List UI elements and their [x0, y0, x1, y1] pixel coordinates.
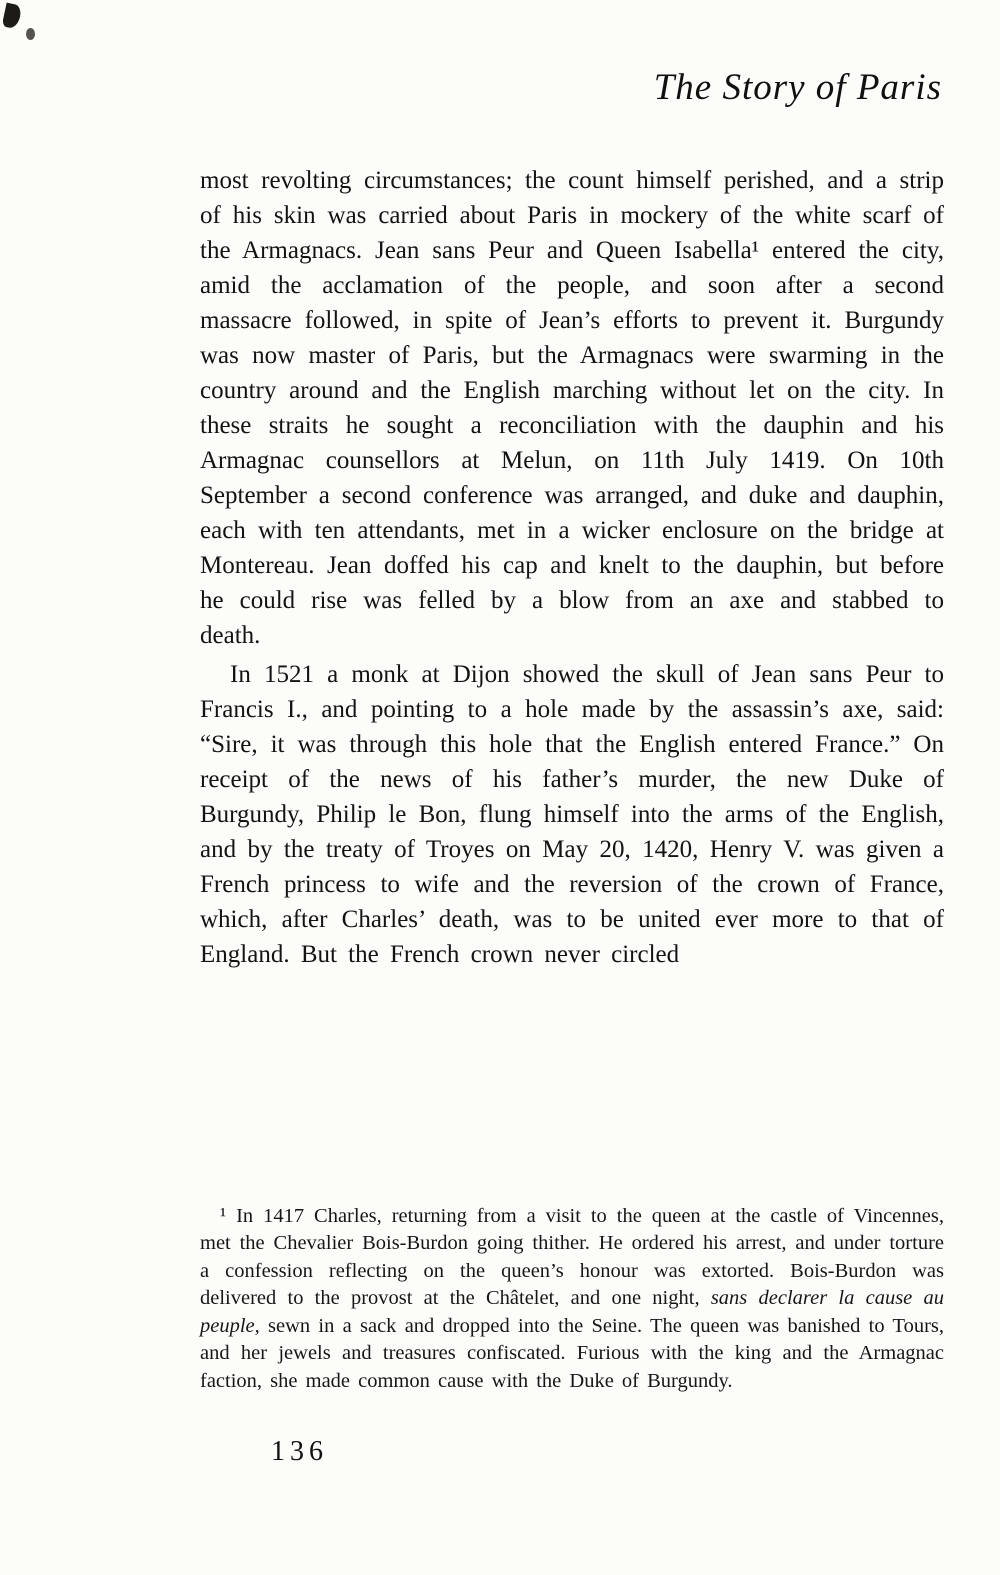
page-number: 136 [271, 1436, 328, 1467]
footnote [200, 1203, 944, 1396]
body-text [200, 163, 944, 972]
footnote-text: sewn in a sack and dropped into the Seine. The queen was banished to Tours, and her jewels and treasures confiscated. Furious with the king and the Armagnac faction, she made common cause with the Duke of Burgundy. [200, 1314, 944, 1392]
running-head-title: The Story of Paris [653, 67, 942, 108]
footnote-italic-phrase: sans declarer la cause au peuple, [200, 1287, 945, 1337]
paragraph: In 1521 a monk at Dijon showed the skull of Jean sans Peur to Francis I., and pointing to a hole made by the assassin’s axe, said: “Sire, it was through this hole that the English entered France.” On receipt of the news of his father’s murder, the new Duke of Burgundy, Philip le Bon, flung himself into the arms of the English, and by the treaty of Troyes on May 20, 1420, Henry V. was given a French princess to wife and the reversion of the crown of France, which, after Charles’ death, was to be united ever more to that of England. But the French crown never circled [200, 661, 944, 968]
scan-artifact [2, 3, 23, 30]
scan-artifact [26, 28, 35, 40]
footnote-text: ¹ In 1417 Charles, returning from a visit to the queen at the castle of Vincennes, met the Chevalier Bois-Burdon going thither. He ordered his arrest, and under torture a confession reflecting on the queen’s honour was extorted. Bois-Burdon was delivered to the provost at the Châtelet, and one night, [200, 1204, 944, 1309]
paragraph: most revolting circumstances; the count himself perished, and a strip of his skin was carried about Paris in mockery of the white scarf of the Armagnacs. Jean sans Peur and Queen Isabella¹ entered the city, amid the acclamation of the people, and soon after a second massacre followed, in spite of Jean’s efforts to prevent it. Burgundy was now master of Paris, but the Armagnacs were swarming in the country around and the English marching without let on the city. In these straits he sought a reconciliation with the dauphin and his Armagnac counsellors at Melun, on 11th July 1419. On 10th September a second conference was arranged, and duke and dauphin, each with ten attendants, met in a wicker enclosure on the bridge at Montereau. Jean doffed his cap and knelt to the dauphin, but before he could rise was felled by a blow from an axe and stabbed to death. [200, 167, 944, 649]
